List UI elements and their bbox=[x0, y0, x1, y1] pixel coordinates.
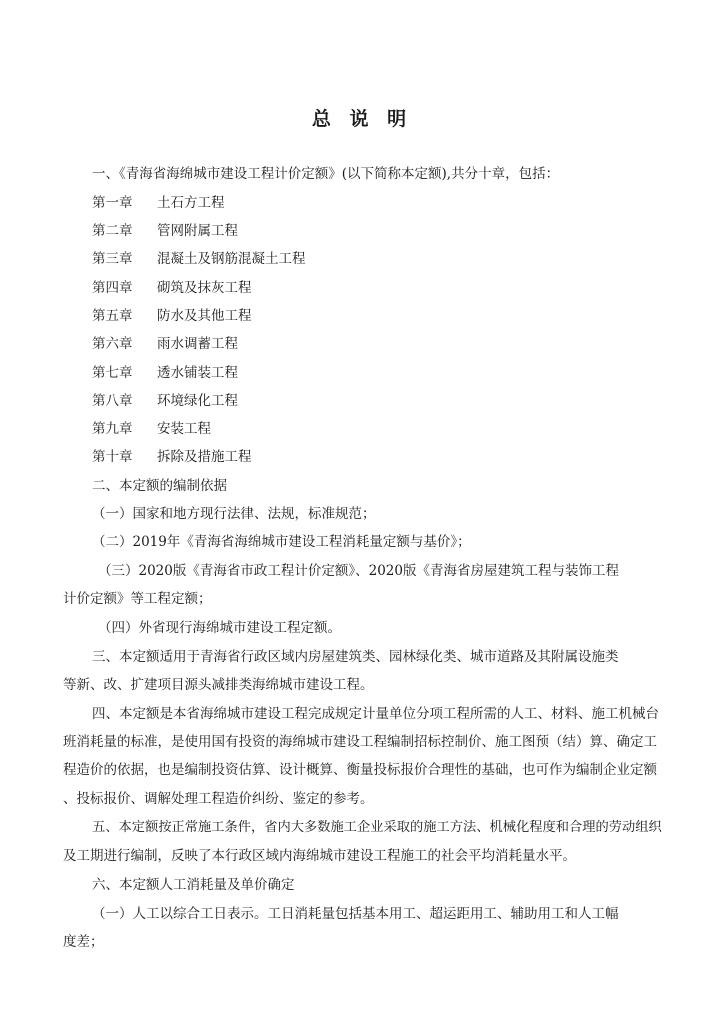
chapter-name: 土石方工程 bbox=[157, 195, 225, 211]
chapter-name: 环境绿化工程 bbox=[157, 393, 238, 409]
chapter-number: 第九章 bbox=[92, 421, 133, 437]
chapter-name: 拆除及措施工程 bbox=[157, 449, 252, 465]
chapter-number: 第四章 bbox=[92, 280, 133, 296]
chapter-name: 防水及其他工程 bbox=[157, 308, 252, 324]
section-2-heading: 二、本定额的编制依据 bbox=[92, 478, 227, 494]
chapter-name: 砌筑及抹灰工程 bbox=[157, 280, 252, 296]
section-5-line-2: 及工期进行编制，反映了本行政区域内海绵城市建设工程施工的社会平均消耗量水平。 bbox=[63, 848, 576, 864]
section-2-item-3-line-1: （三）2020版《青海省市政工程计价定额》、2020版《青海省房屋建筑工程与装饰工程 bbox=[98, 563, 619, 579]
section-3-line-2: 等新、改、扩建项目源头减排类海绵城市建设工程。 bbox=[63, 677, 374, 693]
section-6-item-1-line-1: （一）人工以综合工日表示。工日消耗量包括基本用工、超运距用工、辅助用工和人工幅 bbox=[92, 906, 619, 922]
chapter-number: 第五章 bbox=[92, 308, 133, 324]
chapter-name: 透水铺装工程 bbox=[157, 365, 238, 381]
section-2-item-2: （二）2019年《青海省海绵城市建设工程消耗量定额与基价》； bbox=[92, 534, 471, 550]
chapter-number: 第七章 bbox=[92, 365, 133, 381]
section-2-item-3-line-2: 计价定额》等工程定额； bbox=[63, 591, 212, 607]
section-5-line-1: 五、本定额按正常施工条件，省内大多数施工企业采取的施工方法、机械化程度和合理的劳动组织 bbox=[92, 820, 662, 835]
section-4-line-4: 、投标报价、调解处理工程造价纠纷、鉴定的参考。 bbox=[63, 791, 374, 807]
intro-paragraph: 一、《青海省海绵城市建设工程计价定额》(以下简称本定额),共分十章，包括： bbox=[92, 166, 560, 182]
chapter-name: 安装工程 bbox=[157, 421, 211, 437]
chapter-number: 第十章 bbox=[92, 449, 133, 465]
section-4-line-2: 班消耗量的标准，是使用国有投资的海绵城市建设工程编制招标控制价、施工图预（结）算、确定工 bbox=[63, 734, 657, 750]
page-title: 总 说 明 bbox=[311, 108, 413, 130]
chapter-number: 第六章 bbox=[92, 336, 133, 352]
section-2-item-4: （四）外省现行海绵城市建设工程定额。 bbox=[98, 620, 341, 636]
chapter-number: 第一章 bbox=[92, 195, 133, 211]
section-3-line-1: 三、本定额适用于青海省行政区域内房屋建筑类、园林绿化类、城市道路及其附属设施类 bbox=[92, 649, 619, 665]
section-4-line-3: 程造价的依据，也是编制投资估算、设计概算、衡量投标报价合理性的基础，也可作为编制企业定额 bbox=[63, 762, 657, 778]
chapter-number: 第三章 bbox=[92, 251, 133, 267]
chapter-number: 第二章 bbox=[92, 223, 133, 239]
chapter-name: 雨水调蓄工程 bbox=[157, 336, 238, 352]
section-4-line-1: 四、本定额是本省海绵城市建设工程完成规定计量单位分项工程所需的人工、材料、施工机械台 bbox=[92, 706, 659, 722]
section-2-item-1: （一）国家和地方现行法律、法规，标准规范； bbox=[92, 506, 376, 522]
chapter-name: 混凝土及钢筋混凝土工程 bbox=[157, 251, 306, 267]
section-6-item-1-line-2: 度差； bbox=[63, 934, 104, 950]
chapter-number: 第八章 bbox=[92, 393, 133, 409]
section-6-heading: 六、本定额人工消耗量及单价确定 bbox=[92, 877, 295, 893]
chapter-name: 管网附属工程 bbox=[157, 223, 238, 239]
